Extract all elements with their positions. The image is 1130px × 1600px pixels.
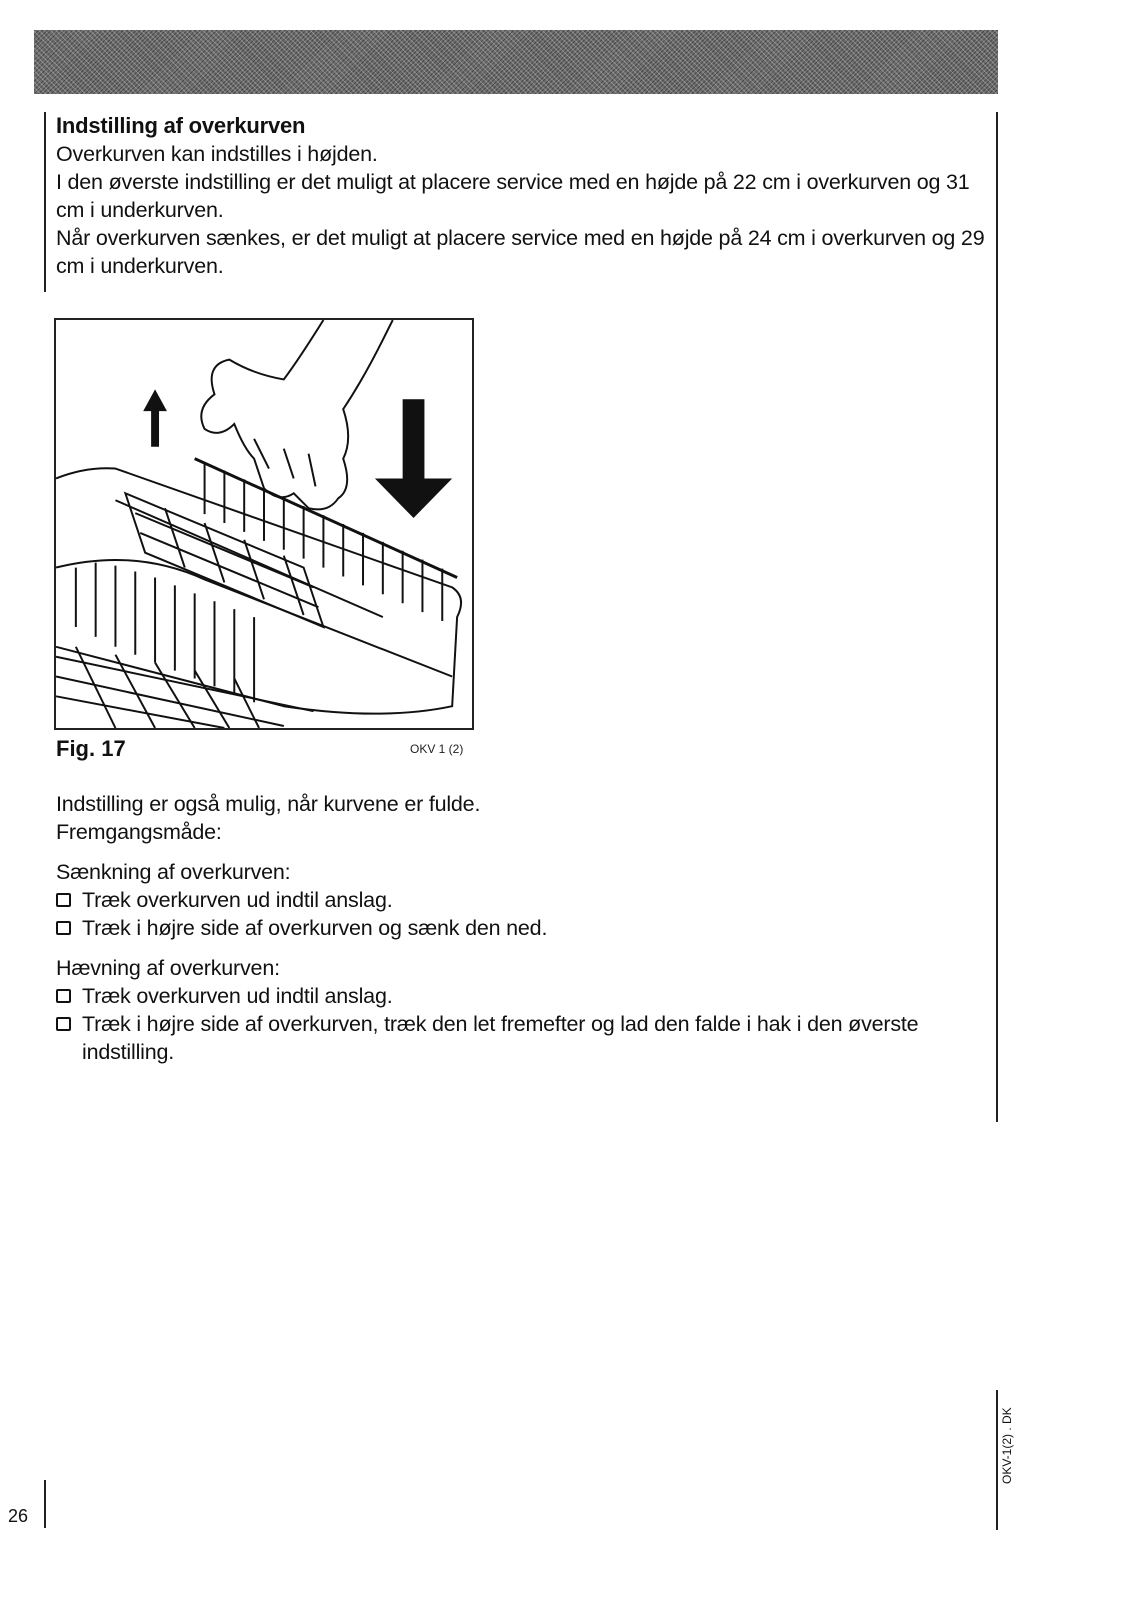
section-intro xyxy=(56,112,986,280)
side-code: OKV-1(2) . DK xyxy=(1000,1407,1014,1484)
lowering-step xyxy=(56,914,976,942)
lowering-step-text: Træk i højre side af overkurven og sænk den ned. xyxy=(82,916,548,940)
paragraph-top-position: I den øverste indstilling er det muligt at placere service med en højde på 22 cm i overkurven og 31 cm i underkurven. xyxy=(56,170,970,222)
page-number: 26 xyxy=(8,1506,29,1526)
paragraph-lowered-position: Når overkurven sænkes, er det muligt at placere service med en højde på 24 cm i overkurven og 29 cm i underkurven. xyxy=(56,226,985,278)
lowering-step-text: Træk overkurven ud indtil anslag. xyxy=(82,888,393,912)
checkbox-icon xyxy=(56,893,71,907)
hand-adjusting-basket-icon xyxy=(56,320,472,728)
raising-step-text: Træk overkurven ud indtil anslag. xyxy=(82,984,393,1008)
left-margin-rule xyxy=(44,112,46,292)
figure-illustration xyxy=(54,318,474,730)
right-margin-rule-bottom xyxy=(996,1390,998,1530)
raising-title: Hævning af overkurven: xyxy=(56,956,280,980)
checkbox-icon xyxy=(56,1017,71,1031)
raising-step xyxy=(56,1010,976,1066)
header-band xyxy=(34,30,998,94)
raising-step xyxy=(56,982,976,1010)
instructions xyxy=(56,790,976,1066)
left-margin-rule-bottom xyxy=(44,1480,46,1528)
lowering-title: Sænkning af overkurven: xyxy=(56,860,291,884)
paragraph-adjustable: Overkurven kan indstilles i højden. xyxy=(56,142,378,166)
figure-code: OKV 1 (2) xyxy=(410,742,464,756)
section-heading: Indstilling af overkurven xyxy=(56,113,306,138)
instructions-procedure: Fremgangsmåde: xyxy=(56,820,222,844)
raising-step-text: Træk i højre side af overkurven, træk den let fremefter og lad den falde i hak i den øverste indstilling. xyxy=(82,1012,919,1064)
right-margin-rule xyxy=(996,112,998,1122)
lowering-step xyxy=(56,886,976,914)
checkbox-icon xyxy=(56,921,71,935)
checkbox-icon xyxy=(56,989,71,1003)
figure-label: Fig. 17 xyxy=(56,736,126,761)
instructions-intro: Indstilling er også mulig, når kurvene er fulde. xyxy=(56,792,481,816)
